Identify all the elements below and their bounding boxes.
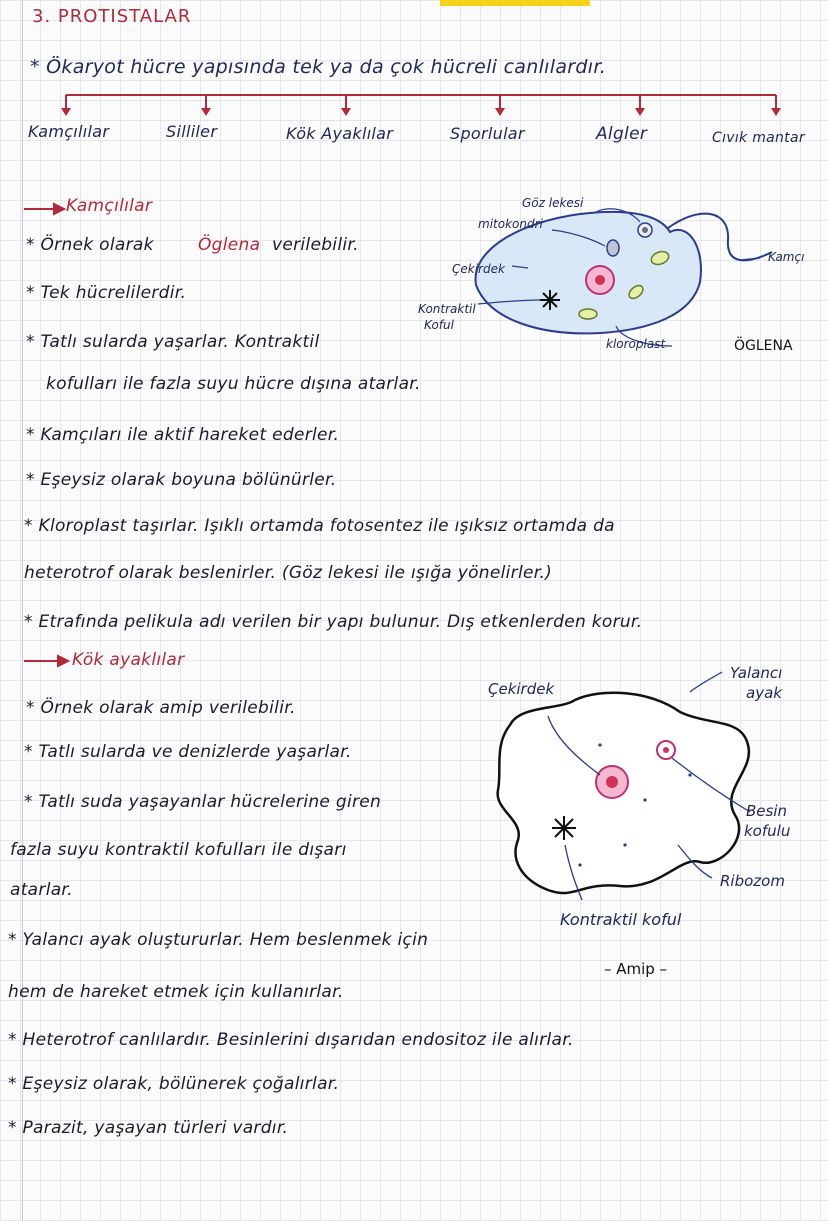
section2-line: * Tatlı sularda ve denizlerde yaşarlar. <box>24 742 352 762</box>
amoeba-label-pseudopod: ayak <box>746 684 782 702</box>
euglena-caption: ÖGLENA <box>734 338 793 354</box>
amoeba-label-pseudopod: Yalancı <box>730 664 783 682</box>
section1-line: * Tatlı sularda yaşarlar. Kontraktil <box>26 332 320 352</box>
section2-line: atarlar. <box>10 880 73 900</box>
section1-line: * Etrafında pelikula adı verilen bir yapı bulunur. Dış etkenlerden korur. <box>24 612 643 632</box>
section1-line: * Tek hücrelilerdir. <box>26 283 187 303</box>
euglena-label-eyespot: Göz lekesi <box>522 196 584 210</box>
group-label-algler: Algler <box>596 124 648 144</box>
section2-line: hem de hareket etmek için kullanırlar. <box>8 982 344 1002</box>
section1-line: heterotrof olarak beslenirler. (Göz lekesi ile ışığa yönelirler.) <box>24 563 553 583</box>
section2-line: * Eşeysiz olarak, bölünerek çoğalırlar. <box>8 1074 340 1094</box>
euglena-label-mitochondria: mitokondri <box>478 217 543 231</box>
section2-line: * Yalancı ayak oluştururlar. Hem beslenmek için <box>8 930 429 950</box>
amoeba-label-food-vacuole: kofulu <box>744 822 791 840</box>
amoeba-label-food-vacuole: Besin <box>746 802 788 820</box>
section2-title: Kök ayaklılar <box>72 650 185 670</box>
group-label-civik-mantar: Cıvık mantar <box>712 130 805 146</box>
section1-line: verilebilir. <box>272 235 359 255</box>
euglena-label-nucleus: Çekirdek <box>452 262 505 276</box>
group-label-kok-ayaklilar: Kök Ayaklılar <box>286 124 394 143</box>
section1-line: kofulları ile fazla suyu hücre dışına atarlar. <box>46 374 421 394</box>
amoeba-label-nucleus: Çekirdek <box>488 680 555 698</box>
section1-line: * Örnek olarak <box>26 235 154 255</box>
group-label-kamcililar: Kamçılılar <box>28 122 110 141</box>
intro-line: * Ökaryot hücre yapısında tek ya da çok hücreli canlılardır. <box>30 56 607 78</box>
amoeba-label-ribosome: Ribozom <box>720 872 785 890</box>
section1-highlight-oglena: Öglena <box>198 235 261 255</box>
section1-line: * Kamçıları ile aktif hareket ederler. <box>26 425 340 445</box>
group-tree-arrowheads <box>61 108 781 116</box>
section1-line: * Kloroplast taşırlar. Işıklı ortamda fotosentez ile ışıksız ortamda da <box>24 516 615 536</box>
section2-arrow-head <box>58 656 68 666</box>
amoeba-drawing <box>498 672 750 900</box>
section2-line: * Örnek olarak amip verilebilir. <box>26 698 296 718</box>
section2-line: fazla suyu kontraktil kofulları ile dışarı <box>10 840 347 860</box>
section1-line: * Eşeysiz olarak boyuna bölünürler. <box>26 470 337 490</box>
euglena-label-chloroplast: kloroplast <box>606 337 666 351</box>
euglena-label-vacuole: Koful <box>424 318 454 332</box>
section2-line: * Parazit, yaşayan türleri vardır. <box>8 1118 289 1138</box>
section2-line: * Tatlı suda yaşayanlar hücrelerine giren <box>24 792 382 812</box>
amoeba-caption: – Amip – <box>604 960 668 978</box>
amoeba-label-contractile-vacuole: Kontraktil koful <box>560 910 682 929</box>
section2-line: * Heterotrof canlılardır. Besinlerini dışarıdan endositoz ile alırlar. <box>8 1030 574 1050</box>
page-title: 3. PROTISTALAR <box>32 6 192 27</box>
section1-arrow-head <box>54 204 64 214</box>
group-label-sporlular: Sporlular <box>450 124 525 143</box>
group-label-silliler: Silliler <box>166 122 218 141</box>
group-tree-lines <box>66 95 776 110</box>
euglena-label-contractile: Kontraktil <box>418 302 476 316</box>
section1-title: Kamçılılar <box>66 196 153 216</box>
euglena-label-flagellum: Kamçı <box>768 250 805 264</box>
